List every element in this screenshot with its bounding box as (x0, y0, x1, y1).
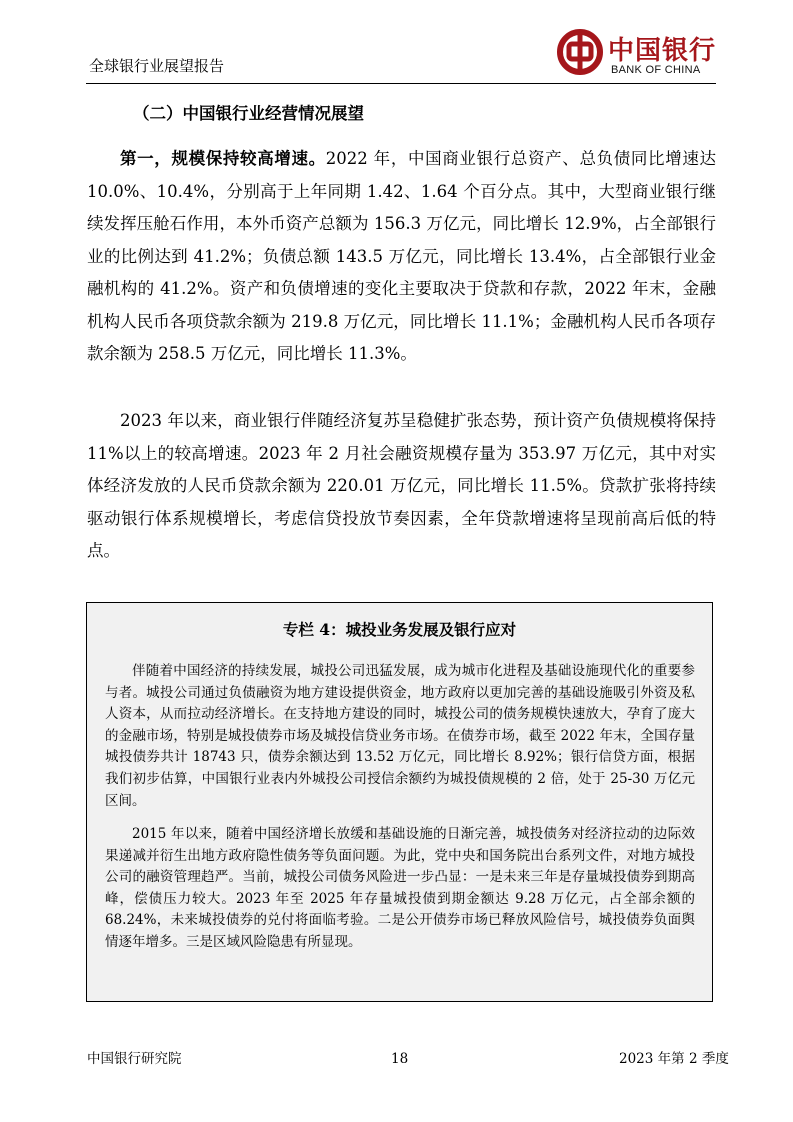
bank-logo (556, 28, 716, 80)
paragraph-scale-growth (87, 143, 716, 371)
footer-period: 2023 年第 2 季度 (619, 1051, 729, 1067)
column-box-title: 专栏 4：城投业务发展及银行应对 (282, 620, 517, 639)
paragraph-lead: 第一，规模保持较高增速。 (120, 149, 326, 168)
paragraph-outlook-2023: 2023 年以来，商业银行伴随经济复苏呈稳健扩张态势，预计资产负债规模将保持 11%以上的较高增速。2023 年 2 月社会融资规模存量为 353.97 万亿元，其中对实体经济发放的人民币贷款余额为 220.01 万亿元，同比增长 11.5%。贷款扩张将持续驱动银行体系规模增长，考虑信贷投放节奏因素，全年贷款增速将呈现前高后低的特点。 (87, 411, 716, 560)
logo-name-en: BANK OF CHINA (611, 64, 701, 76)
logo-name-cn: 中国银行 (608, 36, 717, 66)
column-box-paragraph: 2015 年以来，随着中国经济增长放缓和基础设施的日渐完善，城投债务对经济拉动的边际效果递减并衍生出地方政府隐性债务等负面问题。为此，党中央和国务院出台系列文件，对地方城投公司的融资管理趋严。当前，城投公司债务风险进一步凸显：一是未来三年是存量城投债券到期高峰，偿债压力较大。2023 年至 2025 年存量城投债到期金额达 9.28 万亿元，占全部余额的 68.24%，未来城投债券的兑付将面临考验。二是公开债券市场已释放风险信号，城投债券负面舆情逐年增多。三是区域风险隐患有所显现。 (105, 826, 695, 950)
report-title: 全球银行业展望报告 (89, 57, 225, 75)
bank-of-china-emblem-icon (556, 28, 604, 76)
header-divider (86, 83, 716, 84)
paragraph-body: 2022 年，中国商业银行总资产、总负债同比增速达 10.0%、10.4%，分别高于上年同期 1.42、1.64 个百分点。其中，大型商业银行继续发挥压舱石作用，本外币资产总额为 156.3 万亿元，同比增长 12.9%，占全部银行业的比例达到 41.2%；负债总额 143.5 万亿元，同比增长 13.4%，占全部银行业金融机构的 41.2%。资产和负债增速的变化主要取决于贷款和存款，2022 年末，金融机构人民币各项贷款余额为 219.8 万亿元，同比增长 11.1%；金融机构人民币各项存款余额为 258.5 万亿元，同比增长 11.3%。 (87, 149, 716, 363)
column-box (86, 602, 713, 1002)
footer-org: 中国银行研究院 (87, 1051, 182, 1067)
column-box-paragraph: 伴随着中国经济的持续发展，城投公司迅猛发展，成为城市化进程及基础设施现代化的重要参与者。城投公司通过负债融资为地方建设提供资金，地方政府以更加完善的基础设施吸引外资及私人资本，从而拉动经济增长。在支持地方建设的同时，城投公司的债务规模快速放大，孕育了庞大的金融市场，特别是城投债券市场及城投信贷业务市场。在债券市场，截至 2022 年末，全国存量城投债券共计 18743 只，债券余额达到 13.52 万亿元，同比增长 8.92%；银行信贷方面，根据我们初步估算，中国银行业表内外城投公司授信余额约为城投债规模的 2 倍，处于 25-30 万亿元区间。 (105, 663, 695, 809)
section-heading: （二）中国银行业经营情况展望 (133, 104, 364, 123)
page-number: 18 (391, 1051, 409, 1067)
